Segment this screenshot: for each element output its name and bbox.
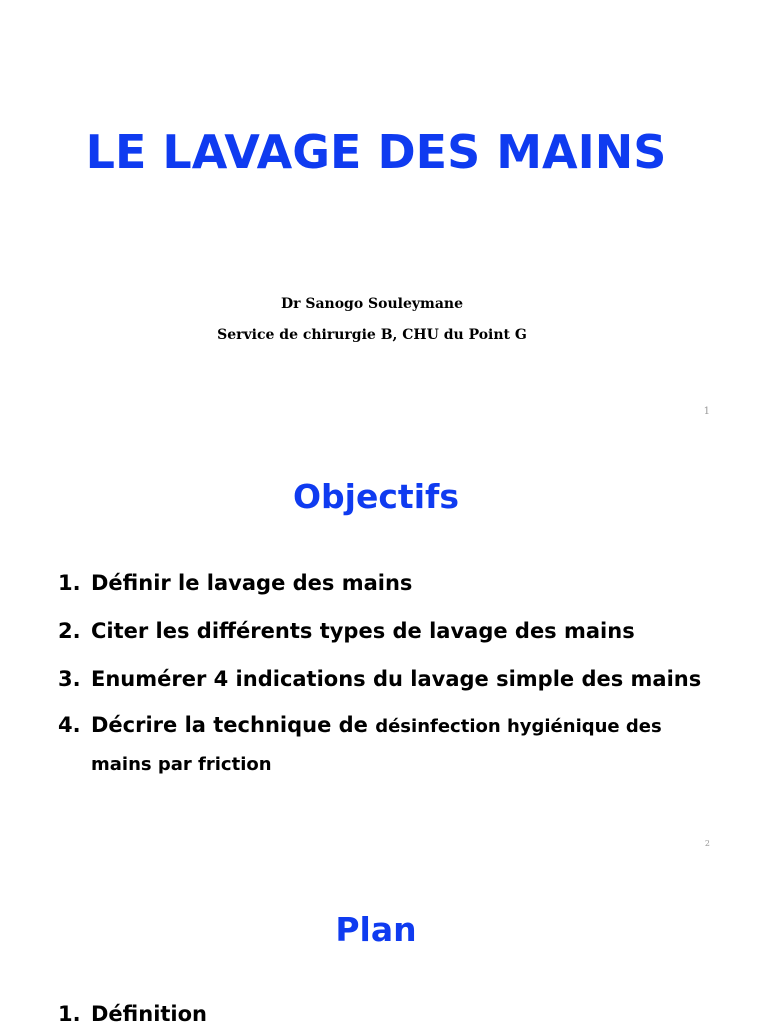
page-number: 2: [704, 839, 710, 848]
plan-title: Plan: [335, 910, 417, 949]
list-item-text-small: désinfection hygiénique des mains par friction: [91, 716, 662, 775]
list-item-number: 4.: [58, 713, 81, 737]
list-item-number: 1.: [58, 1002, 81, 1024]
list-item-text: Enumérer 4 indications du lavage simple des mains: [91, 667, 702, 691]
list-item-number: 3.: [58, 667, 81, 691]
main-title: LE LAVAGE DES MAINS: [85, 125, 667, 179]
objectives-title: Objectifs: [292, 477, 459, 516]
slide-title: [0, 0, 768, 433]
list-item-text: Définition: [91, 1002, 208, 1024]
objectives-list: [58, 563, 718, 791]
list-item: [58, 563, 718, 603]
list-item: [58, 659, 718, 699]
list-item-number: 1.: [58, 571, 81, 595]
list-item: [58, 707, 718, 783]
list-item: [58, 611, 718, 651]
list-item-number: 2.: [58, 619, 81, 643]
list-item-text: Décrire la technique de: [91, 713, 376, 737]
slide-plan: [0, 866, 768, 1024]
plan-list: [58, 994, 207, 1024]
list-item-text: Citer les différents types de lavage des mains: [91, 619, 635, 643]
page-number: 1: [703, 406, 710, 417]
list-item: [58, 994, 207, 1024]
list-item-text: Définir le lavage des mains: [91, 571, 413, 595]
author-service: Service de chirurgie B, CHU du Point G: [217, 327, 527, 343]
author-name: Dr Sanogo Souleymane: [280, 296, 464, 312]
slide-objectives: [0, 433, 768, 866]
